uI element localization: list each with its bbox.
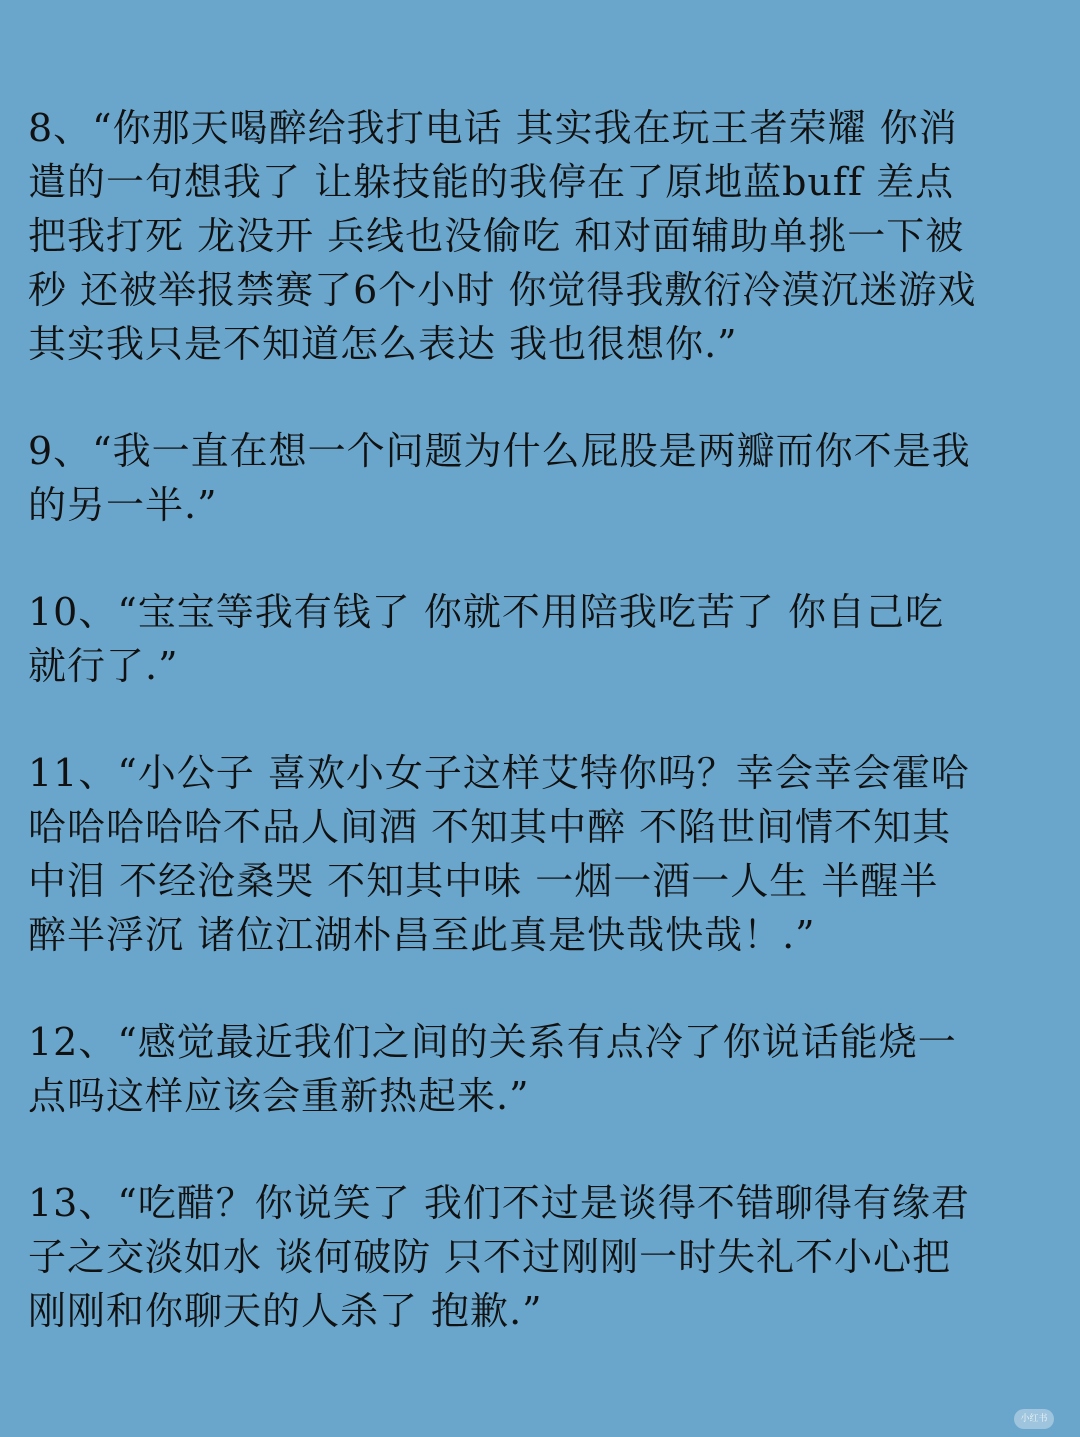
quote-12: 12、“感觉最近我们之间的关系有点冷了你说话能烧一 点吗这样应该会重新热起来.” bbox=[28, 1020, 957, 1118]
watermark-logo: 小红书 bbox=[1014, 1409, 1054, 1429]
quote-9: 9、“我一直在想一个问题为什么屁股是两瓣而你不是我 的另一半.” bbox=[28, 429, 971, 527]
quote-10: 10、“宝宝等我有钱了 你就不用陪我吃苦了 你自己吃 就行了.” bbox=[28, 590, 944, 688]
quote-13: 13、“吃醋？你说笑了 我们不过是谈得不错聊得有缘君 子之交淡如水 谈何破防 只不过刚刚一时失礼不小心把 刚刚和你聊天的人杀了 抱歉.” bbox=[28, 1181, 970, 1333]
quote-8: 8、“你那天喝醉给我打电话 其实我在玩王者荣耀 你消 遣的一句想我了 让躲技能的我停在了原地蓝buff 差点 把我打死 龙没开 兵线也没偷吃 和对面辅助单挑一下被 秒 还被举报禁赛了6个小时 你觉得我敷衍冷漠沉迷游戏 其实我只是不知道怎么表达 我也很想你.” bbox=[28, 106, 977, 366]
quote-11: 11、“小公子 喜欢小女子这样艾特你吗？幸会幸会霍哈 哈哈哈哈哈不品人间酒 不知其中醉 不陷世间情不知其 中泪 不经沧桑哭 不知其中味 一烟一酒一人生 半醒半 醉半浮沉 诸位江湖朴昌至此真是快哉快哉！.” bbox=[28, 751, 970, 957]
